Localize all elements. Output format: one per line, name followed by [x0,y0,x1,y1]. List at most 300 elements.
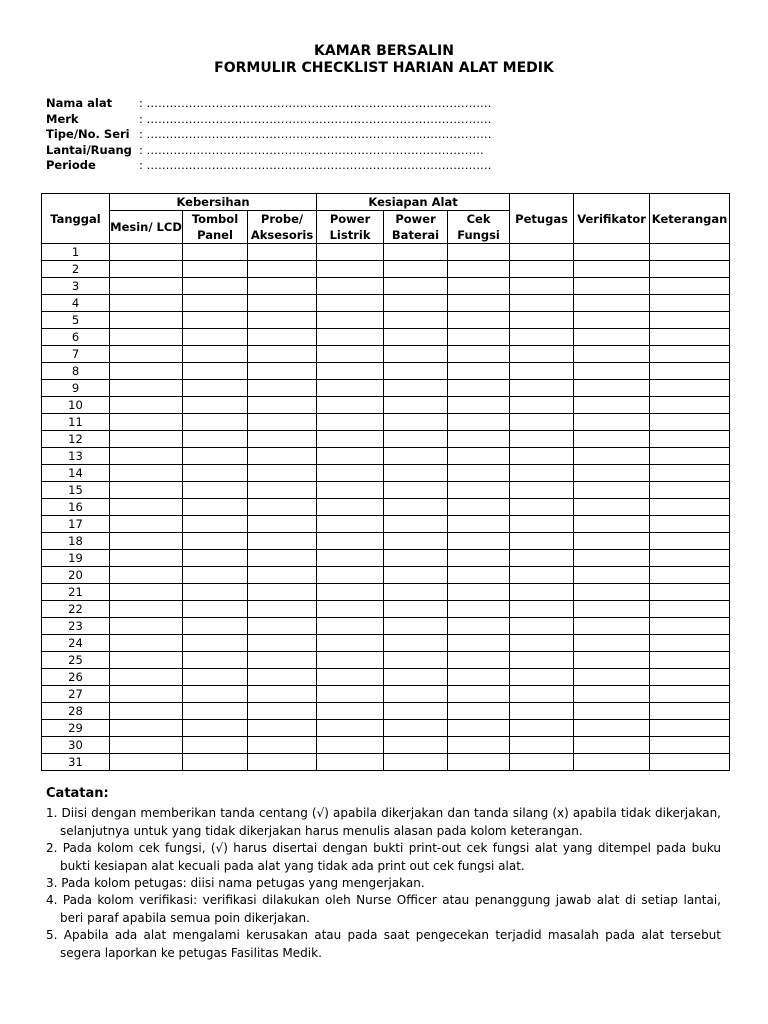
table-cell[interactable] [110,618,183,635]
table-cell[interactable] [248,448,317,465]
table-cell[interactable] [183,397,248,414]
table-cell[interactable] [110,261,183,278]
table-cell[interactable] [574,737,650,754]
table-cell[interactable] [650,363,730,380]
table-cell[interactable] [650,499,730,516]
row-date: 19 [42,550,110,567]
table-cell[interactable] [574,329,650,346]
table-cell[interactable] [650,720,730,737]
table-cell[interactable] [510,533,574,550]
table-cell[interactable] [510,516,574,533]
table-cell[interactable] [183,703,248,720]
table-cell[interactable] [317,278,384,295]
table-cell[interactable] [183,431,248,448]
table-cell[interactable] [248,516,317,533]
table-cell[interactable] [384,516,448,533]
table-cell[interactable] [448,499,510,516]
table-cell[interactable] [248,686,317,703]
table-cell[interactable] [650,244,730,261]
table-row [42,584,730,601]
table-cell[interactable] [650,686,730,703]
table-cell[interactable] [574,431,650,448]
table-cell[interactable] [248,244,317,261]
table-cell[interactable] [384,567,448,584]
table-cell[interactable] [248,499,317,516]
table-cell[interactable] [317,397,384,414]
table-cell[interactable] [110,737,183,754]
table-cell[interactable] [384,533,448,550]
table-cell[interactable] [448,533,510,550]
table-cell[interactable] [317,363,384,380]
table-cell[interactable] [650,737,730,754]
table-cell[interactable] [110,652,183,669]
row-date: 2 [42,261,110,278]
table-cell[interactable] [317,448,384,465]
table-cell[interactable] [650,295,730,312]
row-date: 28 [42,703,110,720]
info-value: : ……………………………………………………………………………… [139,127,492,141]
table-cell[interactable] [384,584,448,601]
table-cell[interactable] [248,703,317,720]
table-cell[interactable] [650,397,730,414]
table-cell[interactable] [510,737,574,754]
table-cell[interactable] [574,584,650,601]
table-cell[interactable] [510,635,574,652]
table-cell[interactable] [574,312,650,329]
table-cell[interactable] [448,380,510,397]
table-cell[interactable] [110,312,183,329]
table-cell[interactable] [317,346,384,363]
table-cell[interactable] [650,329,730,346]
table-cell[interactable] [183,499,248,516]
table-cell[interactable] [110,448,183,465]
table-cell[interactable] [510,363,574,380]
table-cell[interactable] [510,295,574,312]
table-row [42,499,730,516]
table-cell[interactable] [448,397,510,414]
table-cell[interactable] [448,584,510,601]
table-cell[interactable] [248,414,317,431]
table-cell[interactable] [183,380,248,397]
table-cell[interactable] [248,380,317,397]
table-cell[interactable] [384,380,448,397]
row-date: 5 [42,312,110,329]
table-cell[interactable] [110,414,183,431]
table-cell[interactable] [574,278,650,295]
table-cell[interactable] [448,346,510,363]
table-cell[interactable] [650,278,730,295]
table-cell[interactable] [183,295,248,312]
table-cell[interactable] [510,703,574,720]
table-cell[interactable] [183,244,248,261]
table-cell[interactable] [384,618,448,635]
table-cell[interactable] [384,431,448,448]
table-cell[interactable] [384,737,448,754]
table-cell[interactable] [110,397,183,414]
table-cell[interactable] [650,754,730,771]
table-cell[interactable] [510,482,574,499]
checklist-table [41,193,730,771]
table-cell[interactable] [574,397,650,414]
table-cell[interactable] [317,567,384,584]
table-cell[interactable] [110,686,183,703]
table-cell[interactable] [384,397,448,414]
table-cell[interactable] [384,482,448,499]
table-cell[interactable] [574,533,650,550]
table-cell[interactable] [574,482,650,499]
table-cell[interactable] [110,720,183,737]
table-cell[interactable] [448,431,510,448]
table-cell[interactable] [650,448,730,465]
table-cell[interactable] [574,295,650,312]
table-cell[interactable] [317,754,384,771]
table-cell[interactable] [574,652,650,669]
table-cell[interactable] [448,635,510,652]
table-cell[interactable] [183,669,248,686]
table-cell[interactable] [317,516,384,533]
table-cell[interactable] [317,329,384,346]
table-cell[interactable] [574,516,650,533]
table-cell[interactable] [183,754,248,771]
note-item: 2. Pada kolom cek fungsi, (√) harus disertai dengan bukti print-out cek fungsi alat yang ditempel pada buku bukti kesiapan alat kecuali pada alat yang tidak ada print out cek fungsi alat. [46,841,721,873]
table-cell[interactable] [448,465,510,482]
notes-title: Catatan: [46,786,109,801]
table-cell[interactable] [317,414,384,431]
table-cell[interactable] [183,652,248,669]
table-cell[interactable] [248,312,317,329]
table-cell[interactable] [183,482,248,499]
table-cell[interactable] [650,516,730,533]
table-cell[interactable] [183,686,248,703]
table-cell[interactable] [650,584,730,601]
table-cell[interactable] [248,737,317,754]
table-cell[interactable] [110,669,183,686]
table-cell[interactable] [384,363,448,380]
table-cell[interactable] [650,482,730,499]
table-cell[interactable] [510,465,574,482]
table-cell[interactable] [110,431,183,448]
table-row [42,397,730,414]
table-cell[interactable] [183,278,248,295]
table-cell[interactable] [248,431,317,448]
table-cell[interactable] [110,754,183,771]
table-cell[interactable] [448,244,510,261]
table-cell[interactable] [183,550,248,567]
table-cell[interactable] [183,635,248,652]
table-cell[interactable] [183,329,248,346]
table-cell[interactable] [183,448,248,465]
table-cell[interactable] [110,346,183,363]
table-cell[interactable] [110,482,183,499]
table-cell[interactable] [384,686,448,703]
table-cell[interactable] [248,261,317,278]
table-cell[interactable] [650,618,730,635]
table-cell[interactable] [384,720,448,737]
table-cell[interactable] [248,482,317,499]
table-cell[interactable] [510,686,574,703]
table-cell[interactable] [110,635,183,652]
table-cell[interactable] [510,414,574,431]
table-cell[interactable] [248,363,317,380]
table-cell[interactable] [574,380,650,397]
table-cell[interactable] [248,465,317,482]
table-cell[interactable] [574,363,650,380]
table-cell[interactable] [574,414,650,431]
table-cell[interactable] [650,346,730,363]
table-cell[interactable] [317,295,384,312]
table-cell[interactable] [510,431,574,448]
table-cell[interactable] [183,720,248,737]
table-cell[interactable] [110,703,183,720]
table-cell[interactable] [248,567,317,584]
table-cell[interactable] [574,499,650,516]
table-cell[interactable] [248,533,317,550]
table-cell[interactable] [384,669,448,686]
table-cell[interactable] [448,669,510,686]
table-cell[interactable] [183,312,248,329]
table-cell[interactable] [448,737,510,754]
table-cell[interactable] [384,754,448,771]
table-cell[interactable] [574,669,650,686]
table-cell[interactable] [183,414,248,431]
table-cell[interactable] [317,244,384,261]
table-cell[interactable] [317,601,384,618]
table-cell[interactable] [650,567,730,584]
table-cell[interactable] [110,499,183,516]
table-cell[interactable] [510,584,574,601]
table-cell[interactable] [650,703,730,720]
table-cell[interactable] [510,669,574,686]
table-cell[interactable] [317,261,384,278]
table-cell[interactable] [317,499,384,516]
table-cell[interactable] [110,567,183,584]
table-cell[interactable] [510,652,574,669]
table-cell[interactable] [448,754,510,771]
table-row [42,278,730,295]
table-cell[interactable] [248,329,317,346]
table-cell[interactable] [510,244,574,261]
table-cell[interactable] [317,737,384,754]
table-cell[interactable] [248,584,317,601]
table-cell[interactable] [574,754,650,771]
table-cell[interactable] [574,720,650,737]
table-cell[interactable] [510,567,574,584]
table-cell[interactable] [110,380,183,397]
table-cell[interactable] [574,465,650,482]
table-cell[interactable] [384,448,448,465]
table-cell[interactable] [183,465,248,482]
table-cell[interactable] [650,669,730,686]
table-cell[interactable] [448,703,510,720]
table-cell[interactable] [448,652,510,669]
table-cell[interactable] [650,550,730,567]
table-cell[interactable] [510,754,574,771]
table-cell[interactable] [510,448,574,465]
table-cell[interactable] [183,567,248,584]
table-cell[interactable] [510,550,574,567]
table-cell[interactable] [248,720,317,737]
table-cell[interactable] [650,533,730,550]
table-cell[interactable] [248,278,317,295]
table-cell[interactable] [317,669,384,686]
table-cell[interactable] [650,601,730,618]
table-cell[interactable] [248,635,317,652]
table-cell[interactable] [574,448,650,465]
table-cell[interactable] [317,686,384,703]
table-cell[interactable] [650,431,730,448]
table-cell[interactable] [248,652,317,669]
table-cell[interactable] [510,720,574,737]
table-cell[interactable] [110,363,183,380]
table-cell[interactable] [650,635,730,652]
table-cell[interactable] [110,601,183,618]
table-cell[interactable] [574,346,650,363]
table-cell[interactable] [448,482,510,499]
table-cell[interactable] [384,652,448,669]
table-cell[interactable] [183,363,248,380]
table-cell[interactable] [110,533,183,550]
row-date: 22 [42,601,110,618]
table-cell[interactable] [248,601,317,618]
table-cell[interactable] [510,499,574,516]
table-cell[interactable] [384,499,448,516]
note-item: 5. Apabila ada alat mengalami kerusakan atau pada saat pengecekan terjadid masalah pada alat tersebut segera laporkan ke petugas Fasilitas Medik. [46,928,721,960]
table-cell[interactable] [248,295,317,312]
table-cell[interactable] [510,278,574,295]
table-cell[interactable] [317,618,384,635]
table-cell[interactable] [384,261,448,278]
table-cell[interactable] [574,567,650,584]
table-cell[interactable] [384,312,448,329]
table-cell[interactable] [448,448,510,465]
table-cell[interactable] [248,669,317,686]
table-cell[interactable] [317,431,384,448]
table-cell[interactable] [183,516,248,533]
table-cell[interactable] [448,550,510,567]
table-cell[interactable] [384,550,448,567]
table-cell[interactable] [317,635,384,652]
table-cell[interactable] [384,295,448,312]
table-cell[interactable] [317,380,384,397]
table-cell[interactable] [574,686,650,703]
table-cell[interactable] [110,550,183,567]
table-row [42,601,730,618]
table-cell[interactable] [448,261,510,278]
table-cell[interactable] [448,618,510,635]
page-subtitle: FORMULIR CHECKLIST HARIAN ALAT MEDIK [214,60,554,76]
table-cell[interactable] [248,754,317,771]
table-cell[interactable] [317,482,384,499]
table-cell[interactable] [110,295,183,312]
table-cell[interactable] [183,261,248,278]
table-cell[interactable] [384,414,448,431]
table-cell[interactable] [110,584,183,601]
table-cell[interactable] [574,635,650,652]
table-row [42,516,730,533]
table-cell[interactable] [384,244,448,261]
table-cell[interactable] [650,261,730,278]
table-cell[interactable] [317,703,384,720]
table-cell[interactable] [448,363,510,380]
table-cell[interactable] [384,329,448,346]
table-cell[interactable] [317,550,384,567]
table-cell[interactable] [448,567,510,584]
table-cell[interactable] [574,601,650,618]
table-cell[interactable] [384,278,448,295]
table-cell[interactable] [110,244,183,261]
table-cell[interactable] [574,244,650,261]
table-cell[interactable] [384,346,448,363]
table-cell[interactable] [448,686,510,703]
table-cell[interactable] [448,516,510,533]
table-cell[interactable] [384,703,448,720]
table-cell[interactable] [448,295,510,312]
table-cell[interactable] [650,652,730,669]
table-cell[interactable] [183,618,248,635]
table-cell[interactable] [317,720,384,737]
table-cell[interactable] [317,465,384,482]
header-power-listrik: Power Listrik [317,211,384,244]
table-cell[interactable] [183,601,248,618]
table-cell[interactable] [650,312,730,329]
table-cell[interactable] [317,584,384,601]
table-cell[interactable] [317,312,384,329]
table-cell[interactable] [110,278,183,295]
table-cell[interactable] [248,550,317,567]
table-cell[interactable] [448,720,510,737]
table-cell[interactable] [510,346,574,363]
table-cell[interactable] [110,329,183,346]
table-cell[interactable] [248,397,317,414]
table-cell[interactable] [574,261,650,278]
table-cell[interactable] [384,601,448,618]
info-row-lantai [46,143,492,159]
table-cell[interactable] [183,533,248,550]
table-cell[interactable] [510,618,574,635]
table-cell[interactable] [317,533,384,550]
row-date: 23 [42,618,110,635]
table-cell[interactable] [650,414,730,431]
table-cell[interactable] [650,380,730,397]
table-cell[interactable] [448,312,510,329]
table-cell[interactable] [448,329,510,346]
table-cell[interactable] [510,601,574,618]
table-cell[interactable] [448,414,510,431]
table-cell[interactable] [510,397,574,414]
table-cell[interactable] [183,584,248,601]
table-cell[interactable] [448,278,510,295]
table-cell[interactable] [650,465,730,482]
table-cell[interactable] [384,465,448,482]
table-cell[interactable] [317,652,384,669]
table-cell[interactable] [574,703,650,720]
table-cell[interactable] [510,329,574,346]
table-cell[interactable] [248,618,317,635]
table-cell[interactable] [183,737,248,754]
table-cell[interactable] [510,312,574,329]
table-cell[interactable] [574,618,650,635]
table-cell[interactable] [110,465,183,482]
table-row [42,567,730,584]
table-cell[interactable] [510,261,574,278]
table-cell[interactable] [110,516,183,533]
table-cell[interactable] [448,601,510,618]
table-cell[interactable] [183,346,248,363]
table-cell[interactable] [574,550,650,567]
table-cell[interactable] [510,380,574,397]
table-cell[interactable] [384,635,448,652]
table-cell[interactable] [248,346,317,363]
